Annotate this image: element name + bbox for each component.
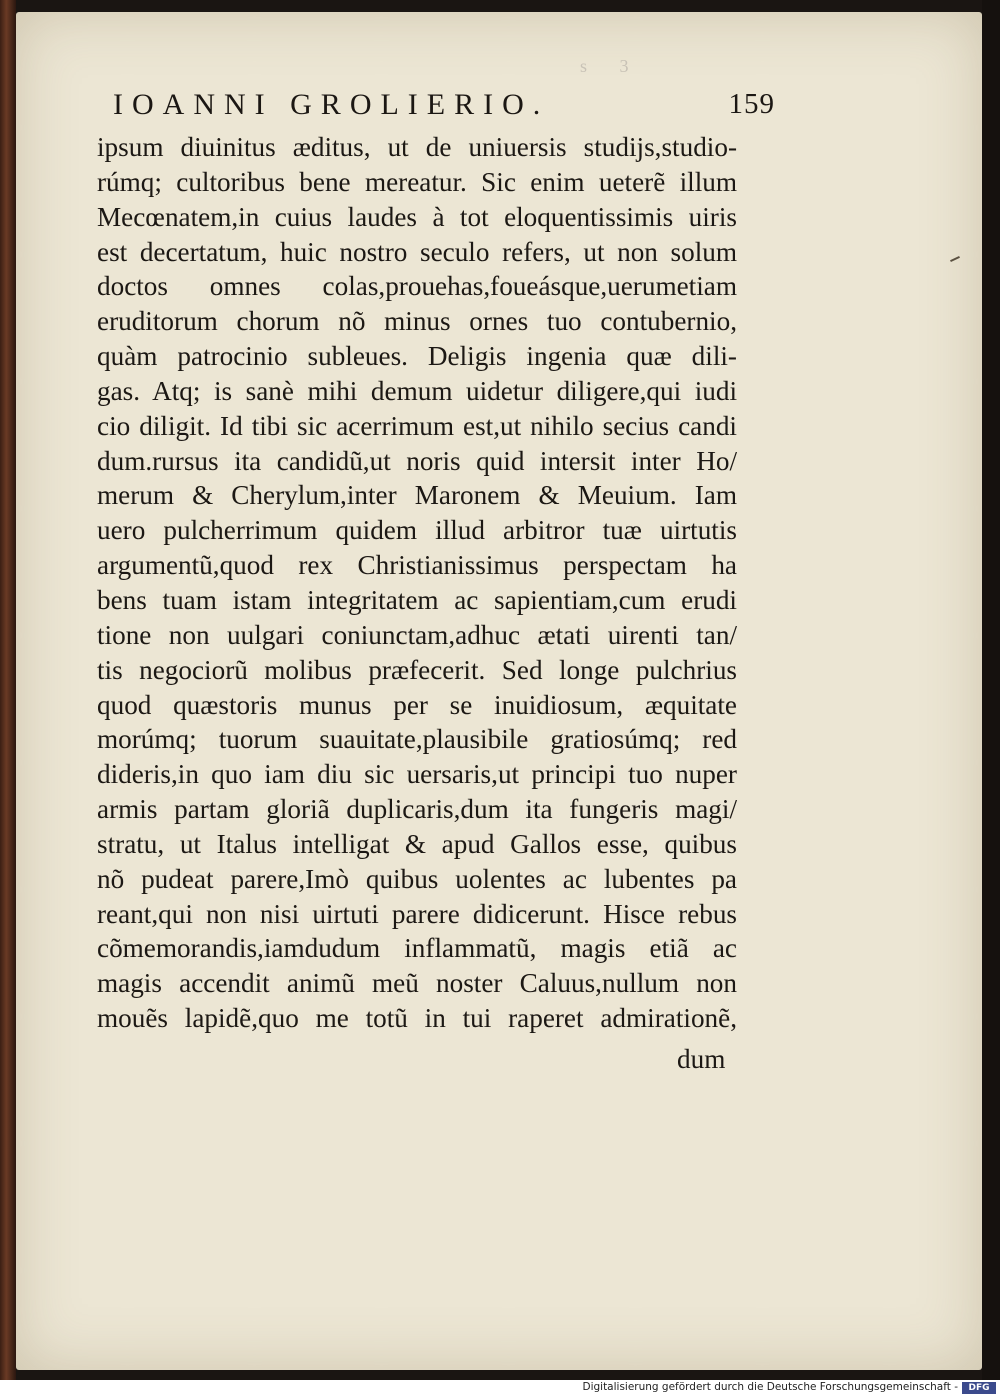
text-line: merum & Cherylum,inter Maronem & Meuium. Iam: [97, 480, 737, 511]
text-line: stratu, ut Italus intelligat & apud Gallos esse, quibus: [97, 828, 737, 859]
signature-mark: s 3: [580, 56, 643, 76]
text-line: Mecœnatem,in cuius laudes à tot eloquentissimis uiris: [97, 201, 737, 232]
catchword: dum: [677, 1044, 726, 1074]
text-line: reant,qui non nisi uirtuti parere didicerunt. Hisce rebus: [97, 898, 737, 929]
body-text: [97, 130, 737, 1036]
text-line: tione non uulgari coniunctam,adhuc ætati uirenti tan/: [97, 619, 737, 650]
text-line: morúmq; tuorum suauitate,plausibile gratiosúmq; red: [97, 724, 737, 755]
text-line: argumentũ,quod rex Christianissimus perspectam ha: [97, 550, 737, 581]
text-line: cõmemorandis,iamdudum inflammatũ, magis etiã ac: [97, 933, 737, 964]
text-line: gas. Atq; is sanè mihi demum uidetur diligere,qui iudi: [97, 375, 737, 406]
text-line: cio diligit. Id tibi sic acerrimum est,ut nihilo secius candi: [97, 410, 737, 441]
funding-credit: Digitalisierung gefördert durch die Deutsche Forschungsgemeinschaft -: [582, 1381, 958, 1393]
text-line: bens tuam istam integritatem ac sapientiam,cum erudi: [97, 584, 737, 615]
text-line: tis negociorũ molibus præfecerit. Sed longe pulchrius: [97, 654, 737, 685]
scan-right-border: [982, 0, 1000, 1380]
page-header: [113, 88, 773, 124]
running-head: IOANNI GROLIERIO.: [113, 88, 550, 121]
text-line: dum.rursus ita candidũ,ut noris quid intersit inter Ho/: [97, 445, 737, 476]
text-line: nõ pudeat parere,Imò quibus uolentes ac lubentes pa: [97, 863, 737, 894]
text-line: doctos omnes colas,prouehas,foueásque,uerumetiam: [97, 271, 737, 302]
text-line: quod quæstoris munus per se inuidiosum, æquitate: [97, 689, 737, 720]
text-line: mouẽs lapidẽ,quo me totũ in tui raperet admirationẽ,: [97, 1003, 737, 1034]
page-number: 159: [728, 88, 775, 120]
text-line: armis partam gloriã duplicaris,dum ita fungeris magi/: [97, 794, 737, 825]
text-line: uero pulcherrimum quidem illud arbitror tuæ uirtutis: [97, 515, 737, 546]
text-line: est decertatum, huic nostro seculo refers, ut non solum: [97, 236, 737, 267]
digitization-footer: [0, 1380, 1000, 1397]
book-cover-edge: [0, 0, 16, 1380]
text-line: rúmq; cultoribus bene mereatur. Sic enim ueterẽ illum: [97, 166, 737, 197]
text-line: quàm patrocinio subleues. Deligis ingenia quæ dili-: [97, 341, 737, 372]
text-line: ipsum diuinitus æditus, ut de uniuersis studijs,studio-: [97, 132, 737, 162]
text-line: magis accendit animũ meũ noster Caluus,nullum non: [97, 968, 737, 999]
text-line: eruditorum chorum nõ minus ornes tuo contubernio,: [97, 306, 737, 337]
dfg-logo-icon: DFG: [962, 1382, 996, 1394]
text-line: dideris,in quo iam diu sic uersaris,ut principi tuo nuper: [97, 759, 737, 790]
